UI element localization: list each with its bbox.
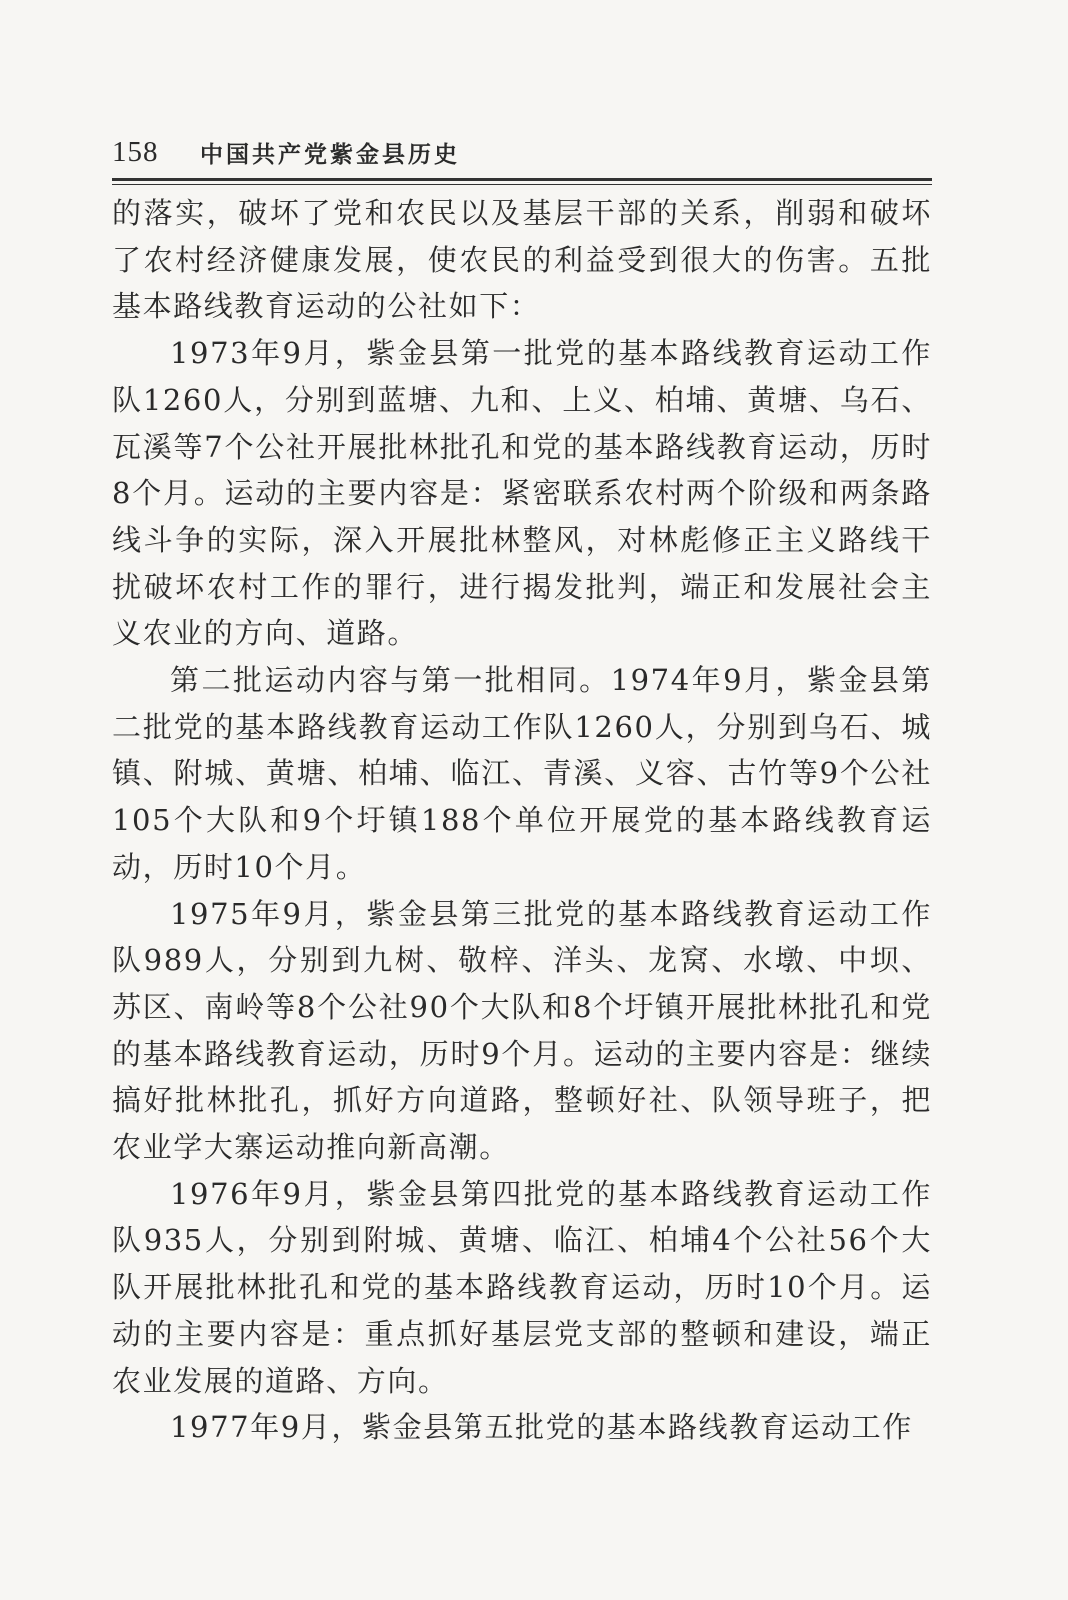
paragraph-1977: 1977年9月，紫金县第五批党的基本路线教育运动工作 xyxy=(170,1410,913,1445)
page-header xyxy=(112,128,932,168)
header-rule-thin xyxy=(112,184,932,185)
header-rule-thick xyxy=(112,178,932,181)
paragraph-1974: 第二批运动内容与第一批相同。1974年9月，紫金县第二批党的基本路线教育运动工作队1260人，分别到乌石、城镇、附城、黄塘、柏埔、临江、青溪、义容、古竹等9个公社105个大队和9个圩镇188个单位开展党的基本路线教育运动，历时10个月。 xyxy=(112,663,932,884)
paragraph-1973: 1973年9月，紫金县第一批党的基本路线教育运动工作队1260人，分别到蓝塘、九和、上义、柏埔、黄塘、乌石、瓦溪等7个公社开展批林批孔和党的基本路线教育运动，历时8个月。运动的主要内容是：紧密联系农村两个阶级和两条路线斗争的实际，深入开展批林整风，对林彪修正主义路线干扰破坏农村工作的罪行，进行揭发批判，端正和发展社会主义农业的方向、道路。 xyxy=(112,336,932,651)
paragraph-1976: 1976年9月，紫金县第四批党的基本路线教育运动工作队935人，分别到附城、黄塘、临江、柏埔4个公社56个大队开展批林批孔和党的基本路线教育运动，历时10个月。运动的主要内容是：重点抓好基层党支部的整顿和建设，端正农业发展的道路、方向。 xyxy=(112,1176,932,1398)
running-title: 中国共产党紫金县历史 xyxy=(200,141,460,168)
paragraph-continuation: 的落实，破坏了党和农民以及基层干部的关系，削弱和破坏了农村经济健康发展，使农民的利益受到很大的伤害。五批基本路线教育运动的公社如下： xyxy=(112,196,932,324)
page-number: 158 xyxy=(112,136,159,168)
body-text xyxy=(112,190,932,1451)
paragraph-1975: 1975年9月，紫金县第三批党的基本路线教育运动工作队989人，分别到九树、敬梓、洋头、龙窝、水墩、中坝、苏区、南岭等8个公社90个大队和8个圩镇开展批林批孔和党的基本路线教育运动，历时9个月。运动的主要内容是：继续搞好批林批孔，抓好方向道路，整顿好社、队领导班子，把农业学大寨运动推向新高潮。 xyxy=(112,896,932,1165)
